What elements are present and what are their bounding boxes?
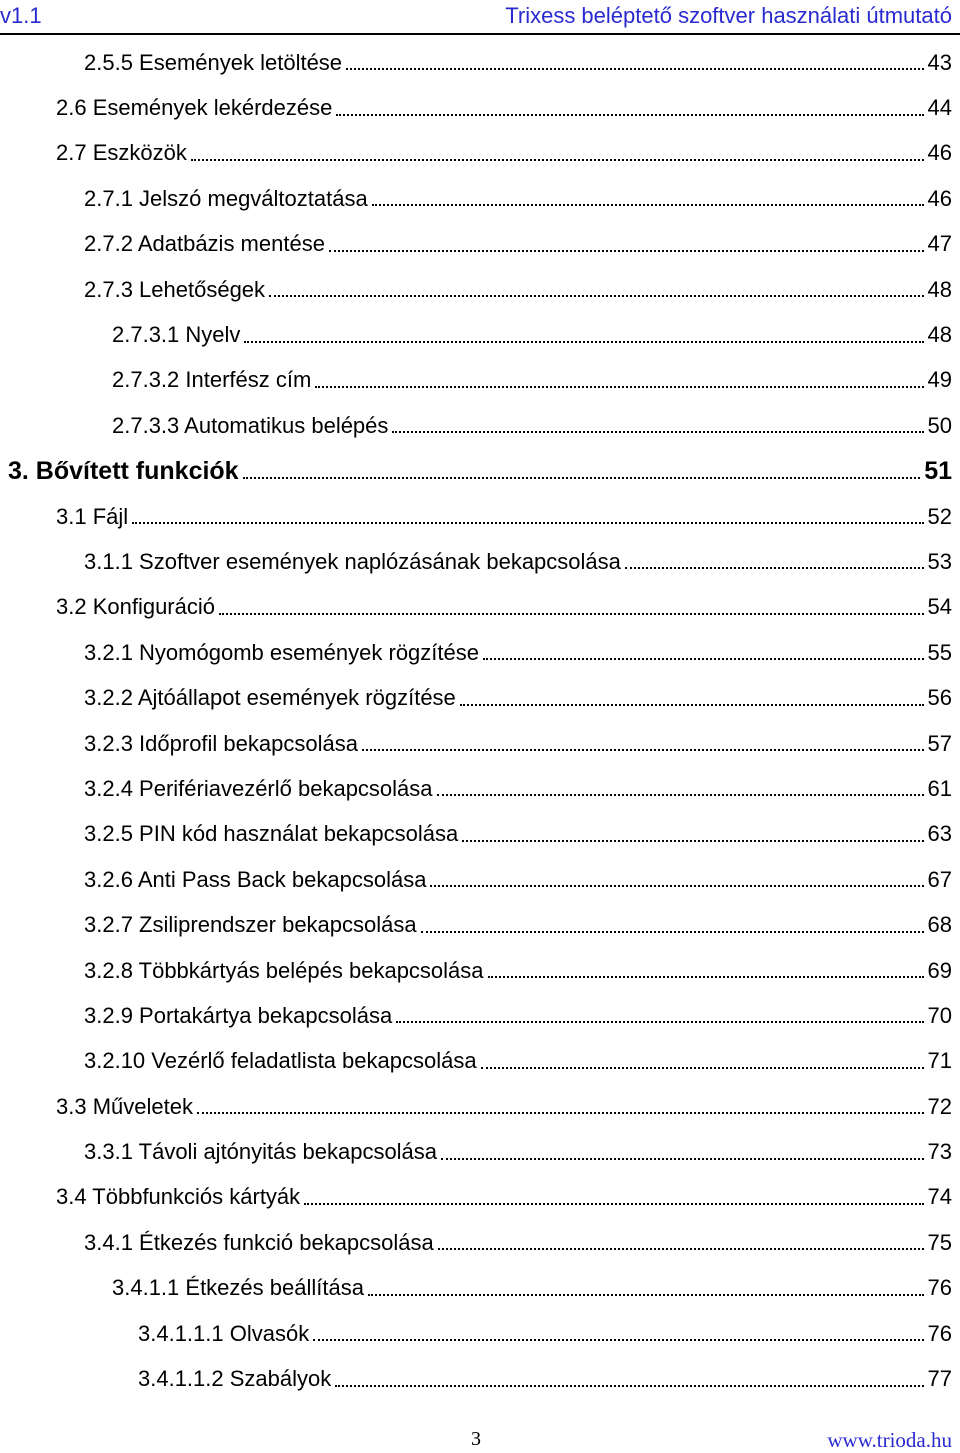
toc-entry[interactable] [0, 449, 960, 494]
toc-entry-page: 69 [927, 957, 952, 983]
toc-entry-page: 44 [927, 95, 952, 121]
toc-dot-leader [372, 203, 924, 206]
toc-dot-leader [441, 1157, 923, 1160]
toc-entry-page: 71 [927, 1048, 952, 1074]
toc-dot-leader [437, 793, 924, 796]
toc-dot-leader [244, 340, 923, 343]
toc-entry-page: 49 [927, 367, 952, 393]
toc-entry[interactable] [0, 585, 960, 630]
toc-dot-leader [430, 884, 923, 887]
toc-entry-page: 72 [927, 1093, 952, 1119]
toc-entry-page: 53 [927, 548, 952, 574]
toc-dot-leader [392, 430, 923, 433]
toc-entry-title: 3.2.5 PIN kód használat bekapcsolása [84, 821, 459, 847]
toc-dot-leader [438, 1247, 924, 1250]
toc-entry-page: 76 [927, 1275, 952, 1301]
toc-entry[interactable] [0, 1266, 960, 1311]
document-title: Trixess beléptető szoftver használati útmutató [505, 3, 952, 28]
toc-entry[interactable] [0, 857, 960, 902]
toc-entry-title: 3.4.1.1.1 Olvasók [138, 1320, 310, 1346]
toc-entry-page: 46 [927, 185, 952, 211]
toc-dot-leader [462, 839, 923, 842]
toc-entry[interactable] [0, 1129, 960, 1174]
toc-entry-page: 75 [927, 1229, 952, 1255]
toc-entry[interactable] [0, 1039, 960, 1084]
toc-dot-leader [368, 1293, 924, 1296]
toc-entry-page: 57 [927, 730, 952, 756]
toc-entry-title: 2.7.3 Lehetőségek [84, 276, 266, 302]
toc-entry-title: 3.2.8 Többkártyás belépés bekapcsolása [84, 957, 484, 983]
toc-entry[interactable] [0, 494, 960, 539]
toc-entry[interactable] [0, 675, 960, 720]
toc-dot-leader [346, 67, 923, 70]
toc-dot-leader [304, 1202, 923, 1205]
toc-entry-title: 2.7.3.2 Interfész cím [112, 367, 312, 393]
toc-entry-title: 2.7.1 Jelszó megváltoztatása [84, 185, 368, 211]
toc-entry-page: 43 [927, 49, 952, 75]
toc-entry[interactable] [0, 721, 960, 766]
header-rule [0, 33, 960, 35]
toc-entry[interactable] [0, 267, 960, 312]
toc-entry-page: 74 [927, 1184, 952, 1210]
toc-entry[interactable] [0, 131, 960, 176]
toc-entry[interactable] [0, 403, 960, 448]
toc-entry-title: 3.2.3 Időprofil bekapcsolása [84, 730, 358, 756]
toc-dot-leader [219, 612, 924, 615]
toc-entry-title: 3.2.6 Anti Pass Back bekapcsolása [84, 866, 427, 892]
toc-entry-title: 2.6 Események lekérdezése [56, 95, 333, 121]
toc-entry-page: 48 [927, 322, 952, 348]
toc-dot-leader [315, 385, 923, 388]
toc-entry[interactable] [0, 358, 960, 403]
toc-entry-page: 51 [924, 456, 952, 485]
toc-entry-title: 2.7.3.1 Nyelv [112, 322, 241, 348]
toc-dot-leader [132, 521, 923, 524]
toc-entry-page: 70 [927, 1002, 952, 1028]
footer-url-link[interactable]: www.trioda.hu [827, 1428, 952, 1452]
toc-entry[interactable] [0, 85, 960, 130]
toc-entry[interactable] [0, 1084, 960, 1129]
toc-entry-title: 2.7 Eszközök [56, 140, 187, 166]
toc-entry[interactable] [0, 766, 960, 811]
toc-dot-leader [488, 975, 924, 978]
toc-entry-page: 61 [927, 775, 952, 801]
toc-dot-leader [243, 476, 921, 479]
toc-entry-page: 47 [927, 231, 952, 257]
toc-entry[interactable] [0, 312, 960, 357]
toc-entry[interactable] [0, 993, 960, 1038]
toc-entry-title: 3. Bővített funkciók [8, 456, 239, 485]
toc-dot-leader [335, 1384, 923, 1387]
toc-entry-title: 3.3.1 Távoli ajtónyitás bekapcsolása [84, 1139, 438, 1165]
toc-entry[interactable] [0, 1175, 960, 1220]
toc-entry-page: 77 [927, 1366, 952, 1392]
toc-entry-title: 3.2 Konfiguráció [56, 594, 215, 620]
version-label: v1.1 [0, 3, 42, 28]
toc-entry-page: 46 [927, 140, 952, 166]
toc-entry-title: 3.4.1.1.2 Szabályok [138, 1366, 332, 1392]
toc-entry-title: 3.2.4 Perifériavezérlő bekapcsolása [84, 775, 433, 801]
toc-entry-page: 50 [927, 412, 952, 438]
toc-dot-leader [191, 158, 924, 161]
toc-entry-page: 52 [927, 503, 952, 529]
toc-dot-leader [481, 1066, 924, 1069]
toc-dot-leader [313, 1338, 923, 1341]
toc-entry-title: 3.2.2 Ajtóállapot események rögzítése [84, 685, 456, 711]
toc-dot-leader [197, 1111, 924, 1114]
toc-entry-title: 3.4.1 Étkezés funkció bekapcsolása [84, 1229, 434, 1255]
toc-dot-leader [329, 249, 924, 252]
toc-dot-leader [396, 1020, 923, 1023]
toc-dot-leader [362, 748, 924, 751]
toc-dot-leader [336, 113, 923, 116]
toc-dot-leader [460, 703, 924, 706]
toc-entry-page: 73 [927, 1139, 952, 1165]
toc-dot-leader [421, 930, 924, 933]
toc-entry[interactable] [0, 948, 960, 993]
page-header [0, 0, 960, 36]
toc-entry[interactable] [0, 222, 960, 267]
toc-entry-page: 55 [927, 639, 952, 665]
toc-entry-page: 63 [927, 821, 952, 847]
toc-entry-title: 3.3 Műveletek [56, 1093, 193, 1119]
toc-entry-title: 2.7.2 Adatbázis mentése [84, 231, 325, 257]
toc-entry-title: 2.7.3.3 Automatikus belépés [112, 412, 389, 438]
toc-entry-page: 54 [927, 594, 952, 620]
toc-entry-title: 3.2.1 Nyomógomb események rögzítése [84, 639, 479, 665]
page-number: 3 [471, 1428, 481, 1450]
toc-entry-page: 68 [927, 912, 952, 938]
toc-entry-page: 56 [927, 685, 952, 711]
toc-entry[interactable] [0, 902, 960, 947]
toc-entry-title: 3.4.1.1 Étkezés beállítása [112, 1275, 364, 1301]
toc-entry[interactable] [0, 1356, 960, 1401]
toc-entry[interactable] [0, 630, 960, 675]
toc-dot-leader [625, 566, 924, 569]
toc-entry-title: 3.2.9 Portakártya bekapcsolása [84, 1002, 393, 1028]
toc-entry[interactable] [0, 1311, 960, 1356]
toc-dot-leader [269, 294, 923, 297]
toc-entry[interactable] [0, 40, 960, 85]
toc-dot-leader [483, 657, 924, 660]
toc-entry-title: 3.4 Többfunkciós kártyák [56, 1184, 301, 1210]
toc-entry-page: 48 [927, 276, 952, 302]
toc-entry[interactable] [0, 1220, 960, 1265]
toc-entry-title: 2.5.5 Események letöltése [84, 49, 343, 75]
table-of-contents [0, 40, 960, 1402]
toc-entry-title: 3.1.1 Szoftver események naplózásának bekapcsolása [84, 548, 621, 574]
toc-entry[interactable] [0, 539, 960, 584]
toc-entry-page: 76 [927, 1320, 952, 1346]
toc-entry[interactable] [0, 812, 960, 857]
toc-entry-title: 3.2.10 Vezérlő feladatlista bekapcsolása [84, 1048, 477, 1074]
toc-entry-title: 3.2.7 Zsiliprendszer bekapcsolása [84, 912, 417, 938]
toc-entry-page: 67 [927, 866, 952, 892]
toc-entry-title: 3.1 Fájl [56, 503, 129, 529]
toc-entry[interactable] [0, 176, 960, 221]
